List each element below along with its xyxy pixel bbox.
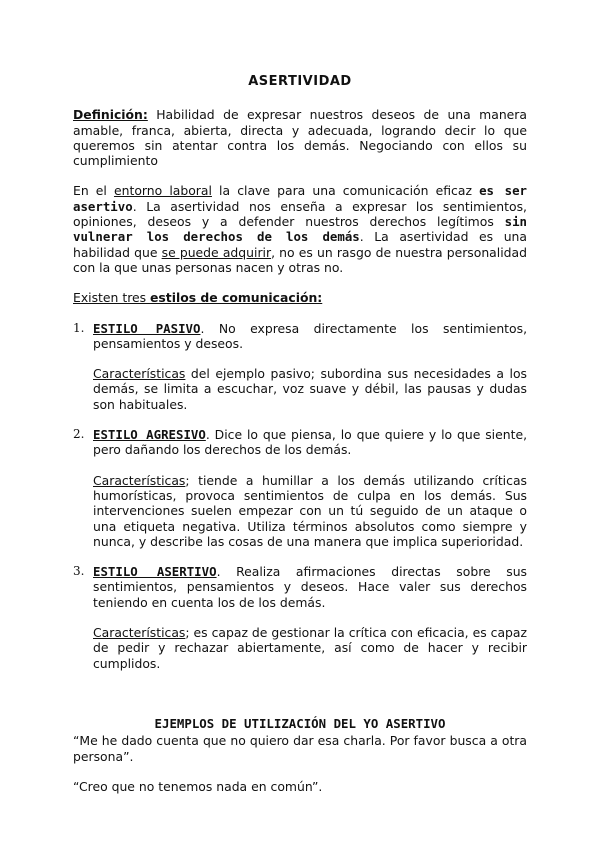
style-name: ESTILO AGRESIVO [93, 427, 206, 443]
style-description [93, 564, 527, 610]
document-page [73, 74, 527, 809]
section-spacer [73, 686, 527, 716]
characteristics-text: ; tiende a humillar a los demás utilizando críticas humorísticas, provoca sentimientos de culpa en los demás. Sus intervenciones suelen empezar con un tú seguido de un ataque o una etiqueta negativa. Utiliza términos absolutos como siempre y nunca, y describe las cosas de una manera que implica superioridad. [93, 472, 527, 549]
characteristics-label: Características [93, 625, 186, 641]
intro-text-5: , no es un rasgo de nuestra personalidad con la que unas personas nacen y otras no. [73, 244, 527, 275]
style-item-agresivo [73, 427, 527, 549]
intro-sin-vulnerar: sin vulnerar los derechos de los demás [73, 214, 527, 245]
style-desc-text: . Dice lo que piensa, lo que quiere y lo que siente, pero dañando los derechos de los demás. [93, 427, 528, 458]
style-name: ESTILO ASERTIVO [93, 564, 217, 580]
style-characteristics [93, 625, 527, 671]
intro-text-4: . La asertividad es una habilidad que [73, 229, 527, 260]
list-number: 1. [73, 320, 85, 335]
intro-text-1: En el [73, 183, 114, 199]
style-characteristics [93, 366, 527, 412]
page-title: ASERTIVIDAD [248, 74, 352, 89]
style-characteristics [93, 473, 527, 549]
style-item-asertivo [73, 564, 527, 671]
style-desc-text: . Realiza afirmaciones directas sobre sus sentimientos, pensamientos y deseos. Hace valer sus derechos teniendo en cuenta los de los demás. [93, 564, 527, 610]
styles-list [73, 321, 527, 671]
characteristics-label: Características [93, 366, 186, 382]
style-description [93, 427, 527, 458]
style-name: ESTILO PASIVO [93, 320, 201, 336]
style-desc-text: . No expresa directamente los sentimientos, pensamientos y deseos. [93, 320, 528, 351]
list-number: 2. [73, 427, 85, 442]
intro-text-3: . La asertividad nos enseña a expresar los sentimientos, opiniones, deseos y a defender nuestros derechos legítimos [73, 198, 527, 230]
style-description [93, 321, 527, 352]
intro-entorno-laboral: entorno laboral [113, 183, 212, 199]
styles-heading [73, 290, 527, 305]
characteristics-text: del ejemplo pasivo; subordina sus necesidades a los demás, se limita a escuchar, voz suave y débil, las pausas y dudas son habituales. [93, 366, 527, 412]
example-quote: “Me he dado cuenta que no quiero dar esa charla. Por favor busca a otra persona”. [73, 733, 527, 764]
characteristics-label: Características [93, 472, 186, 488]
example-quote: “Creo que no tenemos nada en común”. [73, 778, 323, 794]
style-item-pasivo [73, 321, 527, 412]
characteristics-text: ; es capaz de gestionar la crítica con eficacia, es capaz de pedir y rechazar abiertamente, así como de hacer y recibir cumplidos. [93, 625, 527, 671]
definition-label: Definición: [73, 107, 148, 123]
styles-heading-bold: estilos de comunicación: [150, 290, 323, 306]
definition-paragraph [73, 107, 527, 168]
definition-text: Habilidad de expresar nuestros deseos de una manera amable, franca, abierta, directa y adecuada, logrando decir lo que queremos sin atentar contra los demás. Negociando con ellos su cumplimiento [73, 107, 527, 169]
intro-es-ser-asertivo: es ser asertivo [73, 183, 527, 214]
styles-heading-prefix: Existen tres [73, 290, 151, 306]
intro-se-puede-adquirir: se puede adquirir [161, 244, 272, 260]
intro-text-2: la clave para una comunicación eficaz [211, 183, 480, 199]
list-number: 3. [73, 564, 85, 579]
examples-title: EJEMPLOS DE UTILIZACIÓN DEL YO ASERTIVO [154, 715, 446, 731]
intro-paragraph [73, 183, 527, 275]
